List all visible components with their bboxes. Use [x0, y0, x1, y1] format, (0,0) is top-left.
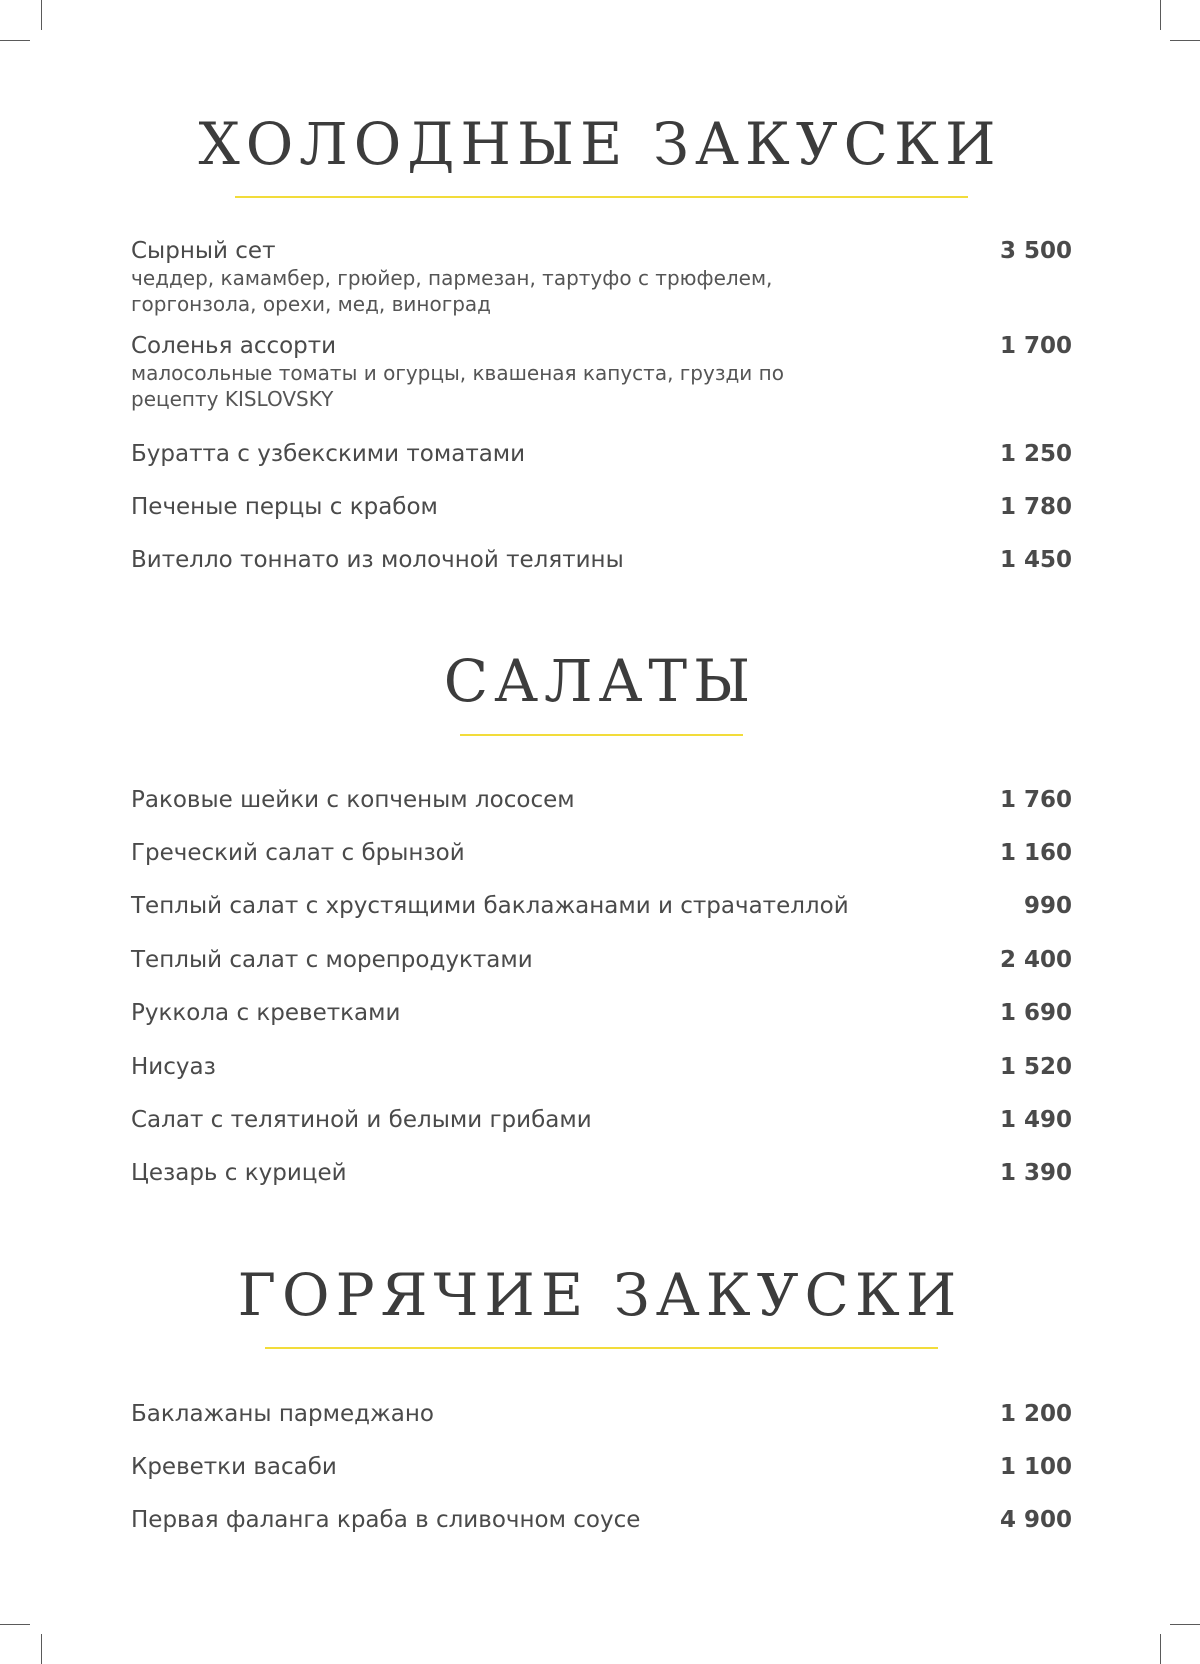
section-underline-salads	[460, 734, 743, 736]
menu-item-price: 1 490	[999, 1107, 1072, 1133]
menu-item-name: Теплый салат с хрустящими баклажанами и страчателлой	[131, 893, 849, 919]
menu-item-name: Первая фаланга краба в сливочном соусе	[131, 1507, 641, 1533]
menu-item-cheese-set	[131, 237, 1072, 317]
crop-mark-top-left-horizontal	[0, 40, 30, 41]
menu-item-price: 4 900	[999, 1507, 1072, 1533]
menu-item-name: Цезарь с курицей	[131, 1160, 347, 1186]
menu-item-name: Греческий салат с брынзой	[131, 840, 465, 866]
menu-item-price: 1 250	[999, 441, 1072, 467]
section-title-cold-appetizers: ХОЛОДНЫЕ ЗАКУСКИ	[198, 110, 1002, 178]
menu-item-price: 3 500	[999, 238, 1072, 264]
menu-item-name: Салат с телятиной и белыми грибами	[131, 1107, 592, 1133]
crop-mark-top-right-vertical	[1160, 0, 1161, 30]
menu-item-caesar-chicken	[131, 1159, 1072, 1187]
crop-mark-bottom-left-vertical	[41, 1634, 42, 1664]
menu-item-wasabi-shrimp	[131, 1453, 1072, 1481]
menu-item-price: 1 780	[999, 494, 1072, 520]
menu-item-price: 1 390	[999, 1160, 1072, 1186]
crop-mark-bottom-right-horizontal	[1170, 1624, 1200, 1625]
menu-item-name: Соленья ассорти	[131, 333, 337, 359]
menu-item-arugula-shrimp	[131, 999, 1072, 1027]
menu-item-warm-seafood-salad	[131, 946, 1072, 974]
menu-item-price: 1 160	[999, 840, 1072, 866]
menu-item-price: 1 760	[999, 787, 1072, 813]
section-underline-cold-appetizers	[235, 196, 968, 198]
menu-item-price: 1 700	[999, 333, 1072, 359]
menu-item-burrata	[131, 440, 1072, 468]
menu-item-pickles	[131, 332, 1072, 412]
menu-item-price: 1 200	[999, 1401, 1072, 1427]
menu-item-vitello-tonnato	[131, 546, 1072, 574]
section-title-hot-appetizers: ГОРЯЧИЕ ЗАКУСКИ	[237, 1261, 963, 1329]
menu-item-name: Сырный сет	[131, 238, 276, 264]
menu-item-name: Руккола с креветками	[131, 1000, 401, 1026]
menu-item-price: 990	[1023, 893, 1072, 919]
menu-item-price: 1 690	[999, 1000, 1072, 1026]
menu-item-price: 2 400	[999, 947, 1072, 973]
menu-item-price: 1 100	[999, 1454, 1072, 1480]
menu-item-name: Раковые шейки с копченым лососем	[131, 787, 575, 813]
menu-item-eggplant-parmigiana	[131, 1400, 1072, 1428]
crop-mark-top-right-horizontal	[1170, 40, 1200, 41]
menu-item-price: 1 520	[999, 1054, 1072, 1080]
menu-item-greek-salad	[131, 839, 1072, 867]
menu-item-warm-eggplant-salad	[131, 892, 1072, 920]
menu-item-name: Теплый салат с морепродуктами	[131, 947, 533, 973]
crop-mark-bottom-left-horizontal	[0, 1624, 30, 1625]
menu-item-name: Буратта с узбекскими томатами	[131, 441, 526, 467]
crop-mark-bottom-right-vertical	[1160, 1634, 1161, 1664]
menu-item-name: Баклажаны пармеджано	[131, 1401, 434, 1427]
crop-mark-top-left-vertical	[41, 0, 42, 30]
menu-item-nicoise	[131, 1053, 1072, 1081]
menu-item-name: Нисуаз	[131, 1054, 216, 1080]
section-title-salads: САЛАТЫ	[443, 647, 757, 715]
menu-item-crayfish-salmon	[131, 786, 1072, 814]
section-underline-hot-appetizers	[265, 1347, 938, 1349]
menu-item-description: малосольные томаты и огурцы, квашеная капуста, грузди по рецепту KISLOVSKY	[131, 361, 784, 411]
menu-item-veal-mushroom-salad	[131, 1106, 1072, 1134]
menu-item-name: Печеные перцы с крабом	[131, 494, 438, 520]
menu-item-peppers-crab	[131, 493, 1072, 521]
menu-item-name: Вителло тоннато из молочной телятины	[131, 547, 624, 573]
menu-item-name: Креветки васаби	[131, 1454, 337, 1480]
menu-item-price: 1 450	[999, 547, 1072, 573]
menu-item-crab-phalanx-cream	[131, 1506, 1072, 1534]
menu-item-description: чеддер, камамбер, грюйер, пармезан, тартуфо с трюфелем, горгонзола, орехи, мед, виноград	[131, 266, 773, 316]
